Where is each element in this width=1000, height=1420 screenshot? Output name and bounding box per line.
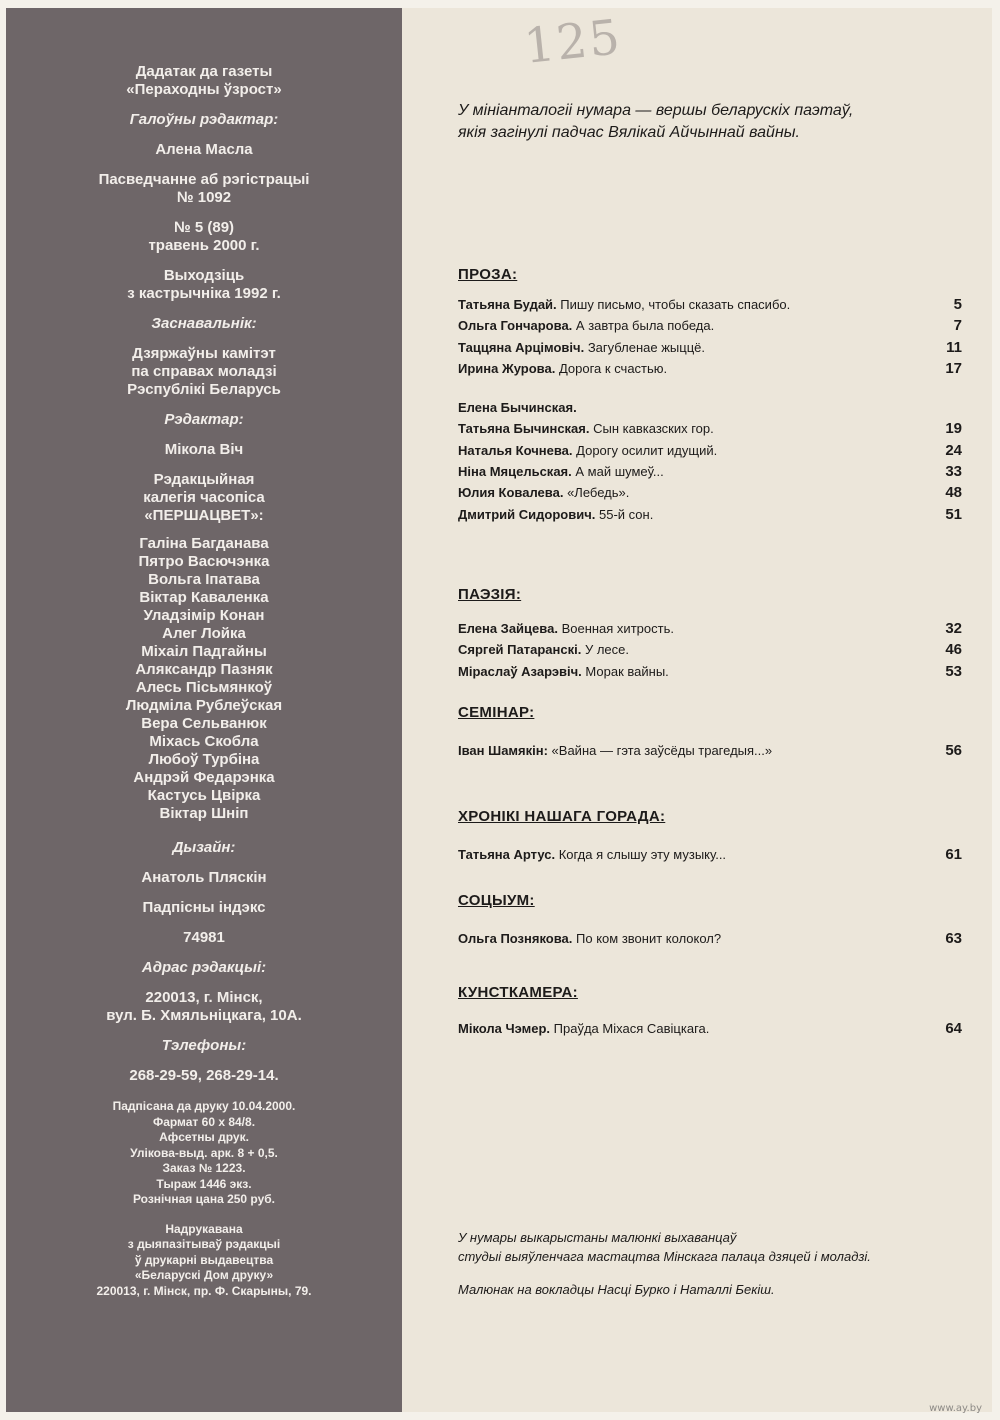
chief-editor-name: Алена Масла: [155, 141, 253, 158]
board-label: Рэдакцыйная: [153, 471, 255, 488]
designer-name: Анатоль Пляскін: [141, 869, 267, 886]
entry-author: Ирина Журова.: [458, 360, 556, 376]
entry-title: Дорогу осилит идущий.: [576, 442, 718, 458]
entry-title: Когда я слышу эту музыку...: [558, 847, 727, 862]
phones-value: 268-29-59, 268-29-14.: [129, 1067, 279, 1084]
board-members-list: [6, 535, 402, 823]
print-info-line: Рознічная цана 250 руб.: [132, 1192, 276, 1206]
entry-title: 55-й сон.: [599, 506, 654, 522]
section-kunstkamera: [458, 984, 962, 1039]
toc-entry[interactable]: [458, 418, 962, 439]
section-title: СОЦЫУМ:: [458, 892, 535, 909]
toc-entry[interactable]: [458, 740, 962, 761]
board-member: Алег Лойка: [162, 625, 246, 642]
toc-entry[interactable]: [458, 618, 962, 639]
phones-label: Тэлефоны:: [161, 1037, 247, 1054]
printer-info-line: «Беларускі Дом друку»: [134, 1268, 274, 1282]
section-title: ПРОЗА:: [458, 266, 518, 283]
entry-page: 53: [945, 662, 962, 680]
entry-author: Дмитрий Сидорович.: [458, 506, 596, 522]
entry-author: Ольга Познякова.: [458, 931, 573, 946]
toc-entry[interactable]: [458, 461, 962, 482]
printer-info-line: Надрукавана: [165, 1221, 243, 1236]
registration-line: № 1092: [176, 189, 232, 206]
address-line: 220013, г. Мінск,: [145, 989, 263, 1006]
entry-author: Татьяна Бычинская.: [458, 421, 590, 437]
entry-author: Татьяна Будай.: [458, 297, 557, 312]
watermark-text: www.ay.by: [929, 1403, 982, 1414]
entry-page: 5: [953, 296, 962, 313]
entry-author: Наталья Кочнева.: [458, 442, 573, 458]
entry-author: Елена Зайцева.: [458, 621, 558, 636]
toc-entry[interactable]: [458, 504, 962, 525]
entry-page: 19: [945, 420, 962, 438]
entry-page: 48: [945, 484, 962, 502]
board-member: Міхаіл Падгайны: [141, 643, 267, 660]
board-member: Вера Сельванюк: [141, 715, 267, 732]
entry-title: А завтра была победа.: [575, 318, 715, 334]
magazine-page: [6, 8, 992, 1412]
toc-entry[interactable]: [458, 315, 962, 336]
entry-title: Морак вайны.: [585, 663, 669, 679]
entry-author: Ольга Гончарова.: [458, 318, 573, 334]
credits-line: студыі выяўленчага мастацтва Мінскага палаца дзяцей і моладзі.: [458, 1249, 871, 1264]
index-label: Падпісны індэкс: [142, 899, 266, 916]
handwritten-note: 125: [521, 9, 625, 75]
board-member: Галіна Багданава: [139, 535, 269, 552]
founder-line: Дзяржаўны камітэт: [132, 345, 276, 362]
print-info-line: Улікова-выд. арк. 8 + 0,5.: [130, 1145, 278, 1160]
published-since-line: Выходзіць: [163, 267, 245, 284]
board-member: Міхась Скобла: [149, 733, 259, 750]
founder-label: Заснавальнік:: [151, 315, 257, 332]
toc-entry[interactable]: [458, 358, 962, 379]
board-member: Алесь Пісьмянкоў: [135, 679, 273, 696]
table-of-contents-area: [402, 8, 992, 1412]
board-member: Пятро Васючэнка: [138, 553, 270, 570]
board-label: калегія часопіса: [143, 489, 265, 506]
entry-title: А май шумеў...: [575, 464, 664, 480]
toc-entry[interactable]: [458, 928, 962, 949]
supplement-line: Дадатак да газеты: [135, 63, 273, 80]
address-label: Адрас рэдакцыі:: [141, 959, 267, 976]
section-proza: [458, 266, 962, 525]
editor-label: Рэдактар:: [164, 411, 244, 428]
issue-number: № 5 (89): [173, 219, 235, 236]
entry-page: 32: [945, 620, 962, 637]
entry-page: 24: [945, 441, 962, 459]
design-label: Дызайн:: [172, 839, 236, 856]
printer-info-line: ў друкарні выдавецтва: [134, 1252, 274, 1267]
intro-line: якія загінулі падчас Вялікай Айчыннай вайны.: [458, 124, 800, 141]
toc-entry[interactable]: [458, 639, 962, 660]
section-title: СЕМІНАР:: [458, 704, 535, 721]
intro-line: У мініанталогіі нумара — вершы беларускіх паэтаў,: [458, 102, 854, 119]
entry-author: Іван Шамякін:: [458, 743, 548, 758]
entry-author: Міраслаў Азарэвіч.: [458, 663, 582, 679]
founder-line: па справах моладзі: [131, 363, 277, 380]
board-member: Уладзімір Конан: [143, 607, 265, 624]
toc-entry[interactable]: [458, 661, 962, 682]
entry-author: Мікола Чэмер.: [458, 1021, 551, 1036]
entry-page: 63: [945, 930, 962, 947]
entry-page: 17: [945, 359, 962, 377]
published-since-line: з кастрычніка 1992 г.: [127, 285, 281, 302]
printer-info: [6, 1222, 402, 1300]
entry-page: 11: [946, 338, 962, 356]
board-member: Віктар Каваленка: [139, 589, 269, 606]
print-info-line: Фармат 60 х 84/8.: [152, 1114, 256, 1129]
chief-editor-label: Галоўны рэдактар:: [129, 111, 279, 128]
entry-author: Елена Бычинская.: [458, 400, 577, 416]
board-label: «ПЕРШАЦВЕТ»:: [144, 507, 264, 524]
print-info-line: Тыраж 1446 экз.: [156, 1176, 252, 1191]
index-value: 74981: [183, 929, 225, 946]
toc-entry[interactable]: [458, 294, 962, 315]
board-member: Любоў Турбіна: [148, 751, 260, 768]
entry-title: По ком звонит колокол?: [576, 931, 722, 946]
intro-text: [458, 100, 958, 144]
print-info-line: Афсетны друк.: [159, 1130, 249, 1144]
credits-line: У нумары выкарыстаны малюнкі выхаванцаў: [458, 1230, 737, 1245]
supplement-info: [6, 63, 402, 99]
board-member: Аляксандр Пазняк: [135, 661, 273, 678]
issue-date: травень 2000 г.: [148, 237, 260, 254]
entry-title: Сын кавказских гор.: [593, 421, 714, 437]
entry-author: Ніна Мяцельская.: [458, 464, 572, 480]
address-line: вул. Б. Хмяльніцкага, 10А.: [106, 1007, 302, 1024]
entry-page: 7: [953, 317, 962, 335]
entry-author: Сяргей Патаранскі.: [458, 642, 582, 658]
editor-name: Мікола Віч: [164, 441, 244, 458]
toc-entry[interactable]: [458, 337, 962, 358]
section-title: ХРОНІКІ НАШАГА ГОРАДА:: [458, 808, 666, 825]
section-title: ПАЭЗІЯ:: [458, 586, 522, 603]
entry-page: 51: [945, 505, 962, 523]
entry-title: Загубленае жыццё.: [587, 339, 705, 355]
printer-info-line: з дыяпазітываў рэдакцыі: [127, 1237, 281, 1251]
toc-entry-coauthor[interactable]: [458, 397, 962, 418]
section-paeziya: [458, 586, 962, 682]
print-info-line: Падпісана да друку 10.04.2000.: [112, 1099, 296, 1113]
section-seminar: [458, 704, 962, 761]
entry-author: Таццяна Арцімовіч.: [458, 339, 585, 355]
cover-credit: Малюнак на вокладцы Насці Бурко і Наталлі Бекіш.: [458, 1282, 775, 1297]
entry-title: Дорога к счастью.: [558, 360, 668, 376]
entry-title: Праўда Міхася Савіцкага.: [553, 1021, 710, 1036]
entry-page: 46: [945, 641, 962, 659]
entry-author: Юлия Ковалева.: [458, 485, 564, 501]
section-title: КУНСТКАМЕРА:: [458, 984, 578, 1001]
section-kroniki: [458, 808, 962, 865]
entry-title: «Вайна — гэта заўсёды трагедыя...»: [551, 743, 773, 758]
entry-title: Пишу письмо, чтобы сказать спасибо.: [560, 297, 791, 312]
entry-page: 56: [945, 742, 962, 759]
board-member: Кастусь Цвірка: [147, 787, 261, 804]
board-member: Людміла Рублеўская: [125, 697, 283, 714]
board-member: Віктар Шніп: [159, 805, 249, 822]
illustration-credits: [458, 1228, 978, 1299]
toc-entry[interactable]: [458, 482, 962, 503]
section-socium: [458, 892, 962, 949]
entry-page: 61: [945, 846, 962, 863]
toc-entry[interactable]: [458, 844, 962, 865]
entry-author: Татьяна Артус.: [458, 847, 556, 862]
printer-info-line: 220013, г. Мінск, пр. Ф. Скарыны, 79.: [96, 1283, 312, 1298]
entry-page: 33: [945, 463, 962, 481]
imprint-sidebar: [6, 8, 402, 1412]
registration-line: Пасведчанне аб рэгістрацыі: [98, 171, 310, 188]
toc-entry[interactable]: [458, 1018, 962, 1039]
entry-page: 64: [945, 1020, 962, 1037]
supplement-line: «Пераходны ўзрост»: [126, 81, 282, 98]
print-info-line: Заказ № 1223.: [162, 1161, 246, 1175]
toc-entry[interactable]: [458, 440, 962, 461]
founder-line: Рэспублікі Беларусь: [127, 381, 281, 398]
print-info: [6, 1099, 402, 1208]
entry-title: «Лебедь».: [567, 485, 630, 501]
entry-title: У лесе.: [584, 642, 629, 658]
board-member: Андрэй Федарэнка: [133, 769, 275, 786]
board-member: Вольга Іпатава: [148, 571, 260, 588]
entry-title: Военная хитрость.: [561, 621, 674, 636]
